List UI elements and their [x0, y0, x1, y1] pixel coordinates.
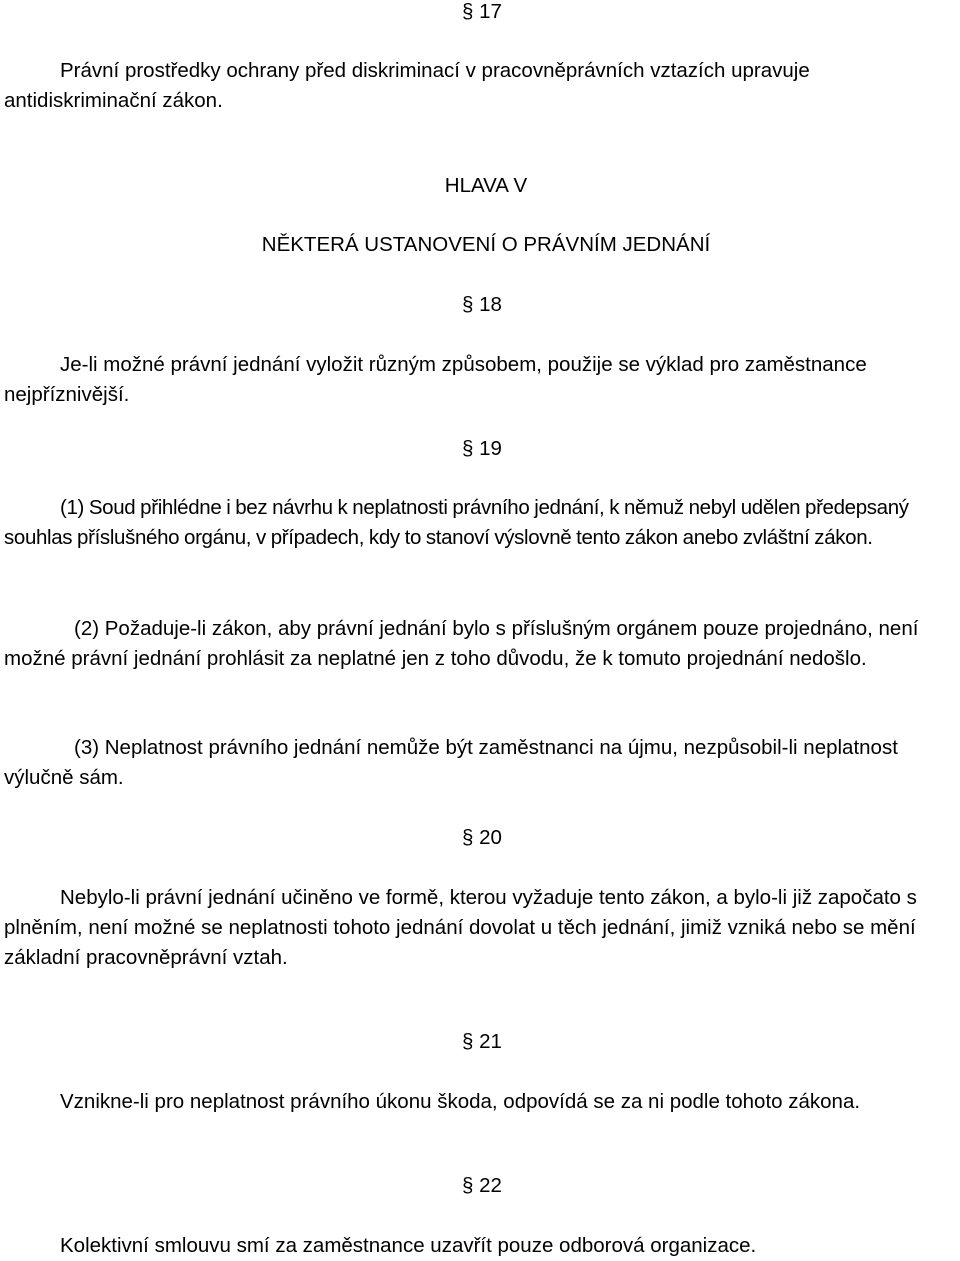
section-22-paragraph: Kolektivní smlouvu smí za zaměstnance uzavřít pouze odborová organizace. [60, 1234, 757, 1257]
chapter-title: HLAVA V [444, 174, 528, 197]
section-19-paragraph-3: (3) Neplatnost právního jednání nemůže být zaměstnanci na újmu, nezpůsobil-li neplatnost výlučně sám. [4, 736, 898, 789]
section-18-paragraph: Je-li možné právní jednání vyložit různým způsobem, použije se výklad pro zaměstnance nejpříznivější. [4, 353, 867, 406]
section-19-paragraph-2: (2) Požaduje-li zákon, aby právní jednání bylo s příslušným orgánem pouze projednáno, není možné právní jednání prohlásit za neplatné jen z toho důvodu, že k tomuto projednání nedošlo. [4, 617, 919, 670]
section-20-heading: § 20 [462, 826, 502, 849]
section-19-heading: § 19 [462, 437, 502, 460]
chapter-subtitle: NĚKTERÁ USTANOVENÍ O PRÁVNÍM JEDNÁNÍ [261, 233, 711, 256]
section-17-heading: § 17 [462, 0, 502, 23]
section-20-paragraph: Nebylo-li právní jednání učiněno ve formě, kterou vyžaduje tento zákon, a bylo-li již započato s plněním, není možné se neplatnosti tohoto jednání dovolat u těch jednání, jimiž vzniká nebo se mění základní pracovněprávní vztah. [4, 886, 917, 969]
section-21-heading: § 21 [462, 1030, 502, 1053]
section-19-paragraph-1: (1) Soud přihlédne i bez návrhu k neplatnosti právního jednání, k němuž nebyl udělen předepsaný souhlas příslušného orgánu, v případech, kdy to stanoví výslovně tento zákon anebo zvláštní zákon. [4, 496, 909, 549]
section-18-heading: § 18 [462, 293, 502, 316]
section-21-paragraph: Vznikne-li pro neplatnost právního úkonu škoda, odpovídá se za ni podle tohoto zákona. [60, 1090, 861, 1113]
section-17-paragraph: Právní prostředky ochrany před diskriminací v pracovněprávních vztazích upravuje antidiskriminační zákon. [4, 59, 810, 112]
section-22-heading: § 22 [462, 1174, 502, 1197]
